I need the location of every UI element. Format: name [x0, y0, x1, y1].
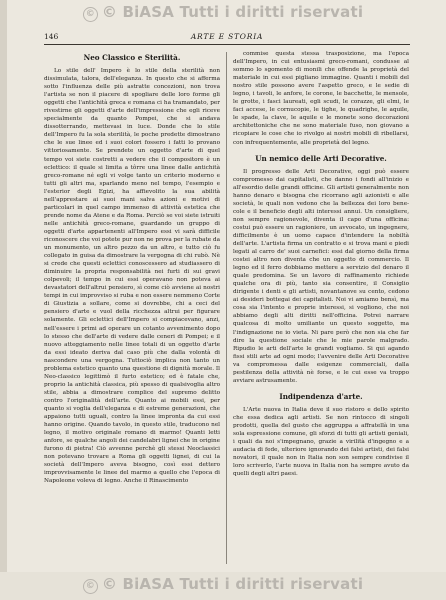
left-column	[44, 50, 220, 570]
page-number: 146	[44, 32, 59, 41]
watermark-text: © BiASA Tutti i diritti riservati	[101, 575, 364, 593]
watermark-top	[0, 3, 446, 22]
page-header	[44, 30, 410, 45]
page-shadow-edge	[0, 0, 7, 600]
watermark-bottom	[0, 575, 446, 594]
watermark-text: © BiASA Tutti i diritti riservati	[101, 3, 364, 21]
section-heading-indipendenza: Indipendenza d'arte.	[279, 391, 363, 401]
right-column	[233, 50, 409, 570]
body-paragraph: Il progresso delle Arti Decorative, oggi può essere compromesso dai capitalisti, che danno i fondi all'inizio e all'esordio delle grandi officine. Gli artisti generalmente non hanno denaro e bisogna che ricorrano agli azionisti e alle società, le quali non vedono che la bellezza dei loro bene-cole e il beneficio degli alti interessi annui. Un consigliere, non sempre ragionevole, diventa il capo d'una officina: costui può essere un ragioniere, un avvocato, un ingegnere, difficilmente è un uomo capace d'intendere la nobiltà dell'arte. L'artista firma un contratto e si trova mani e piedi legati al carro de' suoi carnefici: essi dal giorno della firma costei altro non diventa che un oggetto di commercio. Il legno ed il ferro dobbiamo mettere a servizio del denaro il quale predomina. Se un lavoro di raffinamento richiede qualche ora di più, tanto sia consentire, il Consiglio dirigente i denti e gli artisti, novantanove su cento, cedono ai desideri bottegai dei capitalisti. Noi vi amiamo bensì, ma cosa sia l'intento e proprie interessi, si vogliono, che noi abbiamo degli alti diritti nell'officina. Potrei narrare qualcosa di molto umiliante un questo soggetto, ma l'indignazione ne io vieta. Ni pare però che non sia che far dire la questione sociale che le mie parole malgrado. Ripudio le arti dell'arte le grandi vogliamo. Si qui agando fissi stili arte ad ogni modo; l'avvenire delle Arti Decorative va compromessa dalle esigenze commerciali, dalla pestilenza della attività nè forse, e le cui esse va troppo avviare astrusamente.	[233, 168, 409, 384]
section-heading-neo-classico: Neo Classico e Sterilità.	[83, 53, 181, 62]
body-paragraph: Lo stile dell' Impero è lo stile della sterilità non dissimulata, talora, dell'eleganza. In questo che si afferma sotto l'influenza delle più astratte concezioni, non trova l'artista se non il piacere di spogliare delle loro forme gli oggetti che l'antichità greca e romana ci ha tramandato, per rivestirne gli oggetti d'arte dell'impressione che egli riceve specialmente da quanto Pompei, che si andava dissotterrando, mettevasi in luce. Donde che lo stile dell'Impero fu la sola sterilità, le poche predette dimostrano che le sue linee ed i suoi colori fossero i fatti lo provano vittoriosamente. Se prendete un oggetto d'arte di quel tempo voi siete costretti a vedere che il compositore è un eclettico: il quale si limita a tôrre una linee dalle antichità greco-romane né egli vi volge tanto un criterio moderno e tutti gli altri ma, sparlando meno nel tempo, l'esempio e l'esterior degli Egizi, ha affievolito la sua abilità nell'apprestare ai suoi mani salva azioni e motivi di particolari in quel campo immenso di attività estetica che prende nome da Atene e da Roma. Perciò se voi siete istruiti nelle antichità greco-romane, guardando un gruppo di oggetti d'arte appartenenti all'Impero essi vi sarà difficile riconoscere che voi potete pur non ne prova per la rubate da un monumento, un altro pezzo da un altro, e tutto ciò fu collegato in guisa da dimostrare la vergogna di chi rubò. Nè si crede che questi eclettici conoscessero ad studiassero di diminuire la propria responsabilità nei furti di sui gravi colpevoli; il tempo in cui essi operavano non poteva ai devastatori dell'altrui pensiero, sì come ciò avviene ai nostri tempi in cui improvviso si ruba e non essere nemmeno Corte di Giustizia a sollare, come si dovrebbe, chi a ceci del pensiero d'arte e vuol della ricchezza altrui per figurare solamente. Gli eclettici dell'Impero si compiacevano, anzi, nell'essere i primi ad operare un cotanto avvenimento dopo lo stesso che dell'arte di vedere dalle ceneri di Pompei; e il nuovo atteggiamento nelle linee totali di un oggetto d'arte da essi ideato deriva dal caso più che dalla volontà di nascondere una vergogna. Tuttociò implica non tanto un problema estetico quanto una questione di dignità morale. Il Neo-classico legittimò il furto estetico; ed è fatale che, proprio la antichità classica, più spesso di qualsivoglia altro stile, abbia a dimostrare complice del supremo delitto contro l'originalità dell'arte. Quanto ai mobili essi, per quanto si voglia dell'eleganza e di estreme generazioni, che appaiono tutti uguali, contro la linee impronta da cui essi hanno origine. Quando tavolo, in questo stile, traducono nel legno, il motivo originale romano di marmo! Quanti letti anfore, se qualche angoli dei candelabri lignei che in origine furono di pietra! Ciò avvenne perchè gli stessi Neoclassici non potevano trovare a Roma gli oggetti lignei, di cui la società dell'Impero aveva bisogno, così essi dettero improvvisamente le linee del marmo a quello che l'epoca di Napoleone voleva di legno. Anche il Rinascimento	[44, 68, 220, 485]
running-head: ARTE E STORIA	[190, 32, 264, 41]
body-paragraph: commise questa stessa trasposizione, ma l'epoca dell'Impero, in cui entusiasmi greco-romani, condusse al sommo lo sgomento di monili che offende la proprietà del materiale in cui essi pigliano immagine. Quanti i mobili del nostro stile possono avere l'aspetto greco, e le sedie di legno, i tavoli, le anfore, le corone, le bacchette, le mensole, le grotte, i fasci laureati, egli scudi, le corazze, gli elmi, le faci accese, le cornucopie, le tighe, le quadrighe, le aquile, le spade, la clave, le aquile e le monete sono decorazioni architettoniche che ne sono materiale fuso, non giovano a ricopiare le cose che io rivolgo ai nostri mobili di ribellarsi, con infrequentemente, alle proprietà del legno.	[233, 51, 409, 146]
copyright-seal-icon: ©	[83, 579, 98, 594]
column-divider	[226, 52, 227, 564]
section-heading-nemico: Un nemico delle Arti Decorative.	[255, 153, 387, 163]
body-paragraph: L'Arte nuova in Italia deve il suo ristoro e dello spirito che essa dedica agli artisti. Se non rintocco di singoli prodotti, quella del gusto che aggruppa a affratellà in una sola espressione comune, gli sforzi di tutti gli artisti geniali, i quali da noi s'impegnano, grazie a virilità d'ingegno e a audacia di fede, ulteriore ignorando dei falsi artisti, dei falsi novatori, il quale non in Italia non son sempre condivise il loro scriverlo, l'arte nuova in Italia non ha sempre avuto da quelli degli altri paesi.	[233, 406, 409, 478]
copyright-seal-icon: ©	[83, 7, 98, 22]
